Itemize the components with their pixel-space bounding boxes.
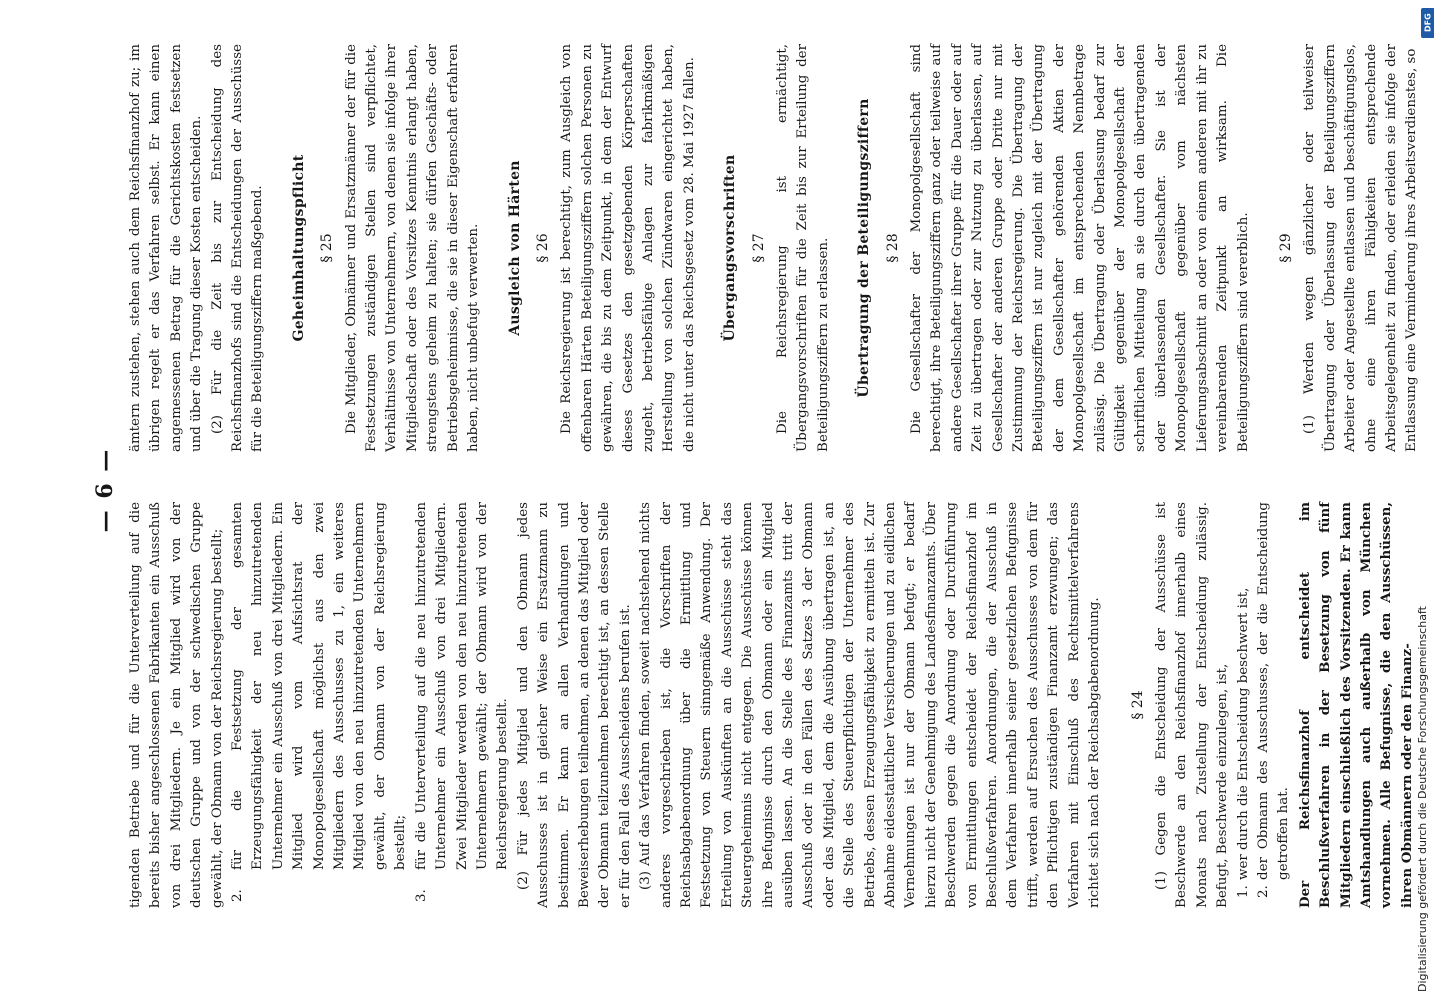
heading-ausgleich: Ausgleich von Härten — [506, 160, 523, 336]
item-number: 2. — [1255, 885, 1271, 898]
item-text: wer durch die Entscheidung beschwert ist, — [1235, 587, 1251, 880]
item-number: 3. — [413, 889, 429, 902]
section-25-text: Die Mitglieder, Obmänner und Ersatzmänner der für die Festsetzungen zuständigen Stellen sind verpflichtet, Verhältnisse von Unternehmern, von denen sie infolge ihrer Mitgliedschaft oder des Vorsitzes Kenntnis erlangt haben, strengstens geheim zu halten; sie dürfen Geschäfts- oder Betriebsgeheimnisse, die sie in dieser Eigenschaft erfahren haben, nicht unbefugt verwerten. — [343, 44, 482, 452]
item-text: der Obmann des Ausschusses, der die Entscheidung getroffen hat. — [1255, 502, 1292, 880]
item-number: 2. — [230, 889, 246, 902]
list-item-2 — [228, 502, 412, 908]
paragraph-2: (2) Für jedes Mitglied und den Obmann jedes Ausschusses ist in gleicher Weise ein Ersatzmann zu bestimmen. Er kann an allen Verhandlungen und Beweiserhebungen teilnehmen, an denen das Mitglied oder der Obmann teilzunehmen berechtigt ist, an dessen Stelle er für den Fall des Ausscheidens berufen ist. — [515, 502, 633, 908]
section-24-item-2 — [1254, 502, 1295, 908]
page-number: — 6 — — [92, 447, 118, 533]
left-column — [126, 502, 1417, 908]
heading-uebertragung: Übertragung der Beteiligungsziffern — [856, 98, 873, 398]
digitization-watermark — [1413, 8, 1433, 992]
section-27-heading: § 27 — [750, 233, 767, 263]
dfg-logo: DFG — [1421, 8, 1434, 38]
item-text: für die Festsetzung der gesamten Erzeugungsfähigkeit der neu hinzutretenden Unternehmer ein Ausschuß von drei Mitgliedern. Ein Mitglied wird vom Aufsichtsrat der Monopolgesellschaft möglichst aus den zwei Mitgliedern des Ausschusses zu 1, ein weiteres Mitglied von den neu hinzutretenden Unternehmern gewählt, der Obmann von der Reichsregierung bestellt; — [230, 502, 409, 870]
section-29-text: (1) Werden wegen gänzlicher oder teilweiser Übertragung oder Überlassung der Beteiligungsziffern Arbeiter oder Angestellte entlassen und beschäftigungslos, ohne eine ihren Fähigkeiten entsprechende Arbeitsgelegenheit zu finden, oder erleiden sie infolge der Entlassung eine Verminderung ihres Arbeitsverdienstes, so — [1302, 44, 1420, 452]
paragraph-3: (3) Auf das Verfahren finden, soweit nachstehend nichts anderes vorgeschrieben ist, die Vorschriften der Reichsabgabenordnung über die Ermittlung und Festsetzung von Steuern sinngemäße Anwendung. Der Erteilung von Auskünften an die Ausschüsse steht das Steuergeheimnis nicht entgegen. Die Ausschüsse können ihre Befugnisse durch den Obmann oder ein Mitglied ausüben lassen. An die Stelle des Finanzamts tritt der Ausschuß oder in den Fällen des Satzes 3 der Obmann oder das Mitglied, dem die Ausübung übertragen ist, an die Stelle des Steuerpflichtigen der Unternehmer des Betriebs, dessen Erzeugungsfähigkeit zu ermitteln ist. Zur Abnahme eidesstattlicher Versicherungen und zu eidlichen Vernehmungen ist nur der Obmann befugt; er bedarf hierzu nicht der Genehmigung des Landesfinanzamts. Über Beschwerden gegen die Anordnung oder Durchführung von Ermittlungen entscheidet der Reichsfinanzhof im Beschlußverfahren. Anordnungen, die der Ausschuß in dem Verfahren innerhalb seiner gesetzlichen Befugnisse trifft, werden auf Ersuchen des Ausschusses von dem für den Pflichtigen zuständigen Finanzamt erzwungen; das Verfahren mit Einschluß des Rechtsmittelverfahrens richtet sich nach der Reichsabgabenordnung. — [638, 502, 1103, 908]
heading-uebergangsvorschriften: Übergangsvorschriften — [722, 154, 739, 342]
list-item-3 — [412, 502, 514, 908]
item-number: 1. — [1235, 885, 1251, 898]
watermark-text: Digitalisierung gefördert durch die Deutsche Forschungsgemeinschaft — [1416, 606, 1429, 992]
item-text: für die Unterverteilung auf die neu hinzutretenden Unternehmer ein Ausschuß von drei Mitgliedern. Zwei Mitglieder werden von den neu hinzutretenden Unternehmern gewählt; der Obmann wird von der Reichsregierung bestellt. — [413, 502, 511, 870]
section-24-paragraph-2: Der Reichsfinanzhof entscheidet im Beschlußverfahren in der Besetzung von fünf Mitgliedern einschließlich des Vorsitzenden. Er kann Amtshandlungen auch außerhalb von München vornehmen. Alle Befugnisse, die den Ausschüssen, ihren Obmännern oder den Finanz- — [1296, 502, 1415, 908]
paragraph-2: (2) Für die Zeit bis zur Entscheidung des Reichsfinanzhofs sind die Entscheidungen der Ausschüsse für die Beteiligungsziffern maßgebend. — [209, 44, 266, 452]
section-24-heading: § 24 — [1129, 690, 1146, 720]
section-29-heading: § 29 — [1277, 233, 1294, 263]
section-26-text: Die Reichsregierung ist berechtigt, zum Ausgleich von offenbaren Härten Beteiligungsziffern solchen Personen zu gewähren, die bis zu dem Zeitpunkt, in dem der Entwurf dieses Gesetzes den gesetzgebenden Körperschaften zugeht, betriebsfähige Anlagen zur fabrikmäßigen Herstellung von solchen Zündwaren eingerichtet haben, die nicht unter das Reichsgesetz vom 28. Mai 1927 fallen. — [559, 44, 697, 452]
intro-text: tigenden Betriebe und für die Unterverteilung auf die bereits bisher angeschlossenen Fabrikanten ein Ausschuß von drei Mitgliedern. Je ein Mitglied wird von der deutschen Gruppe und von der schwedischen Gruppe gewählt, der Obmann von der Reichsregierung bestellt; — [128, 502, 225, 908]
right-column — [126, 44, 1423, 452]
section-28-heading: § 28 — [884, 233, 901, 263]
section-26-heading: § 26 — [534, 233, 551, 263]
section-25-heading: § 25 — [319, 233, 336, 263]
heading-geheimhaltungspflicht: Geheimhaltungspflicht — [290, 154, 307, 342]
section-28-text: Die Gesellschafter der Monopolgesellschaft sind berechtigt, ihre Beteiligungsziffern ganz oder teilweise auf andere Gesellschafter ihrer Gruppe für die Dauer oder auf Zeit zu übertragen oder zur Nutzung zu überlassen, auf Gesellschafter der anderen Gruppe oder Dritte nur mit Zustimmung der Reichsregierung. Die Übertragung der Beteiligungsziffern ist nur zugleich mit der Übertragung der dem Gesellschafter gehörenden Aktien der Monopolgesellschaft im entsprechenden Nennbetrage zulässig. Die Übertragung oder Überlassung bedarf zur Gültigkeit gegenüber der Monopolgesellschaft der schriftlichen Mitteilung an sie durch den übertragenden oder überlassenden Gesellschafter. Sie ist der Monopolgesellschaft gegenüber vom nächsten Lieferungsabschnitt an oder von einem anderen mit ihr zu vereinbarenden Zeitpunkt an wirksam. Die Beteiligungsziffern sind vererblich. — [909, 44, 1251, 452]
section-24-item-1 — [1234, 502, 1254, 908]
section-27-text: Die Reichsregierung ist ermächtigt, Übergangsvorschriften für die Zeit bis zur Erteilung der Beteiligungsziffern zu erlassen. — [774, 44, 831, 452]
section-24-paragraph-1: (1) Gegen die Entscheidung der Ausschüsse ist Beschwerde an den Reichsfinanzhof innerhalb eines Monats nach Zustellung der Entscheidung zulässig. Befugt, Beschwerde einzulegen, ist, — [1153, 502, 1231, 908]
continuation-text: ämtern zustehen, stehen auch dem Reichsfinanzhof zu; im übrigen regelt er das Verfahren selbst. Er kann einen angemessenen Betrag für die Gerichtskosten festsetzen und über die Tragung dieser Kosten entscheiden. — [128, 44, 205, 452]
